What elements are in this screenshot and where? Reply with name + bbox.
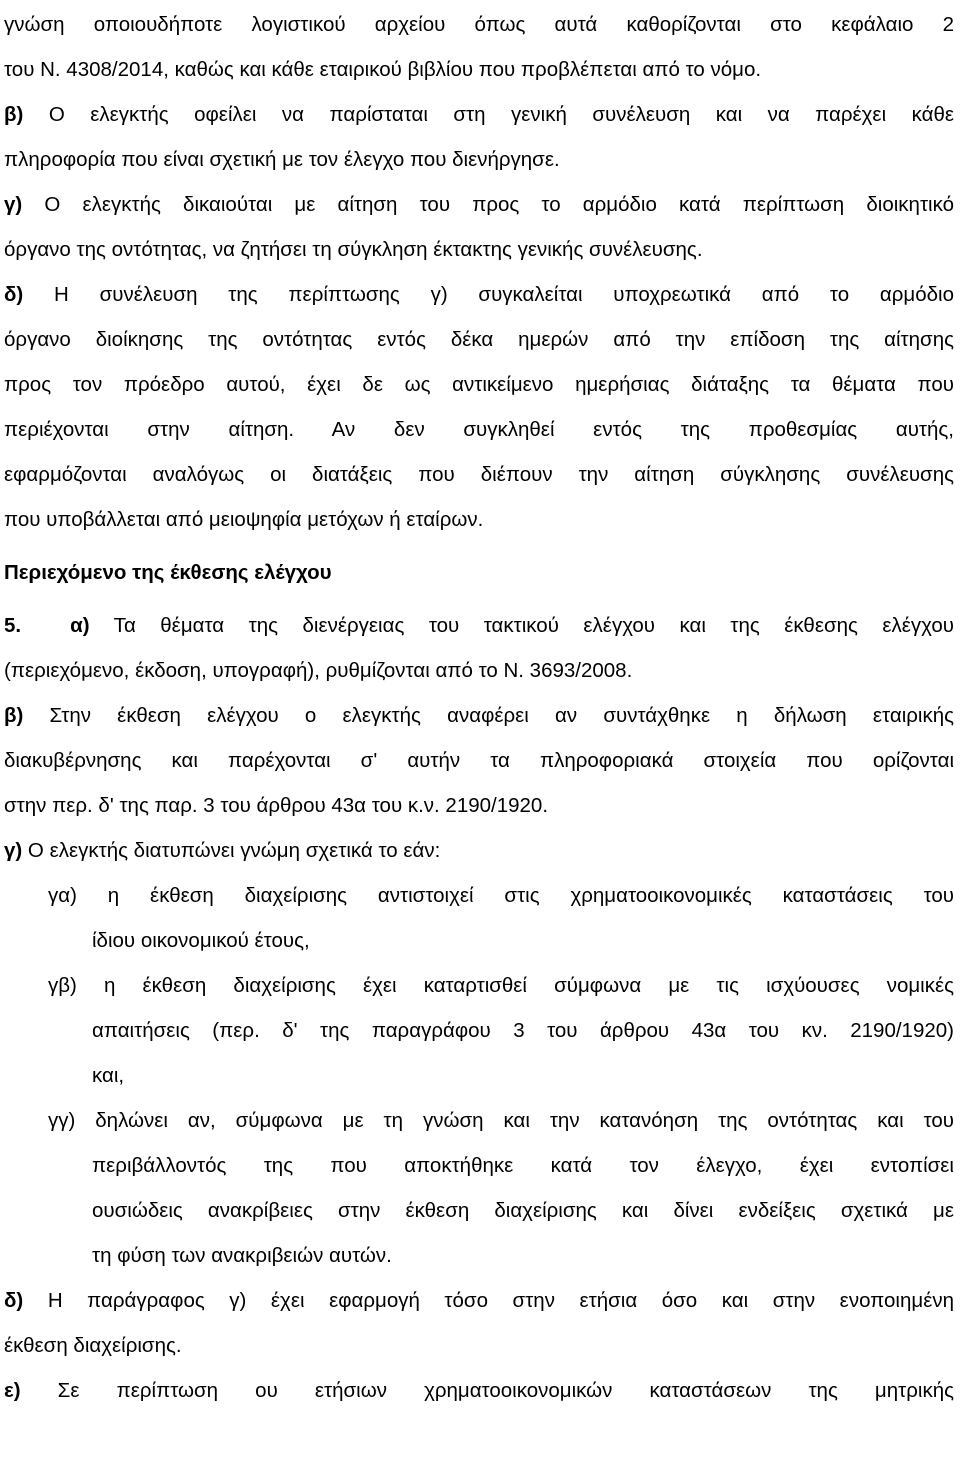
subitem-line: τη φύση των ανακριβειών αυτών. — [92, 1244, 392, 1267]
item-label: γ) — [4, 193, 23, 216]
text-line: πληροφορία που είναι σχετική με τον έλεγχο που διενήργησε. — [4, 148, 560, 171]
text-line: διακυβέρνησης και παρέχονται σ' αυτήν τα πληροφοριακά στοιχεία που ορίζονται — [4, 749, 954, 772]
text-line: στην περ. δ' της παρ. 3 του άρθρου 43α του κ.ν. 2190/1920. — [4, 794, 549, 817]
subitem-line: γα) η έκθεση διαχείρισης αντιστοιχεί στις χρηματοοικονομικές καταστάσεις του — [48, 884, 954, 907]
paragraph-5d-line — [4, 1278, 954, 1323]
text-span: Η συνέλευση της περίπτωσης γ) συγκαλείται υποχρεωτικά από το αρμόδιο — [23, 283, 954, 306]
text-span: Τα θέματα της διενέργειας του τακτικού ελέγχου και της έκθεσης ελέγχου — [89, 614, 954, 637]
paragraph-5c-line — [4, 828, 954, 873]
text-line: γνώση οποιουδήποτε λογιστικού αρχείου όπως αυτά καθορίζονται στο κεφάλαιο 2 — [4, 13, 954, 36]
text-line: προς τον πρόεδρο αυτού, έχει δε ως αντικείμενο ημερήσιας διάταξης τα θέματα που — [4, 373, 954, 396]
subitem-line: ουσιώδεις ανακρίβειες στην έκθεση διαχείρισης και δίνει ενδείξεις σχετικά με — [92, 1199, 954, 1222]
text-span: Ο ελεγκτής δικαιούται με αίτηση του προς το αρμόδιο κατά περίπτωση διοικητικό — [22, 193, 954, 216]
item-label: δ) — [4, 283, 24, 306]
subitem-line: και, — [92, 1064, 125, 1087]
item-label: α) — [70, 614, 90, 637]
text-line: περιέχονται στην αίτηση. Αν δεν συγκληθεί εντός της προθεσμίας αυτής, — [4, 418, 954, 441]
text-span: Στην έκθεση ελέγχου ο ελεγκτής αναφέρει αν συντάχθηκε η δήλωση εταιρικής — [23, 704, 954, 727]
paragraph-c-line — [4, 182, 954, 227]
subitem-line: ίδιου οικονομικού έτους, — [92, 929, 310, 952]
paragraph-5a-line — [4, 603, 954, 648]
item-label: δ) — [4, 1289, 24, 1312]
subitem-line: περιβάλλοντός της που αποκτήθηκε κατά τον έλεγχο, έχει εντοπίσει — [92, 1154, 954, 1177]
paragraph-5e-line — [4, 1368, 954, 1413]
subitem-line: γβ) η έκθεση διαχείρισης έχει καταρτισθεί σύμφωνα με τις ισχύουσες νομικές — [48, 974, 954, 997]
item-label: ε) — [4, 1379, 21, 1402]
subitem-line: απαιτήσεις (περ. δ' της παραγράφου 3 του άρθρου 43α του κν. 2190/1920) — [92, 1019, 954, 1042]
item-label: β) — [4, 704, 24, 727]
subitem-line: γγ) δηλώνει αν, σύμφωνα με τη γνώση και την κατανόηση της οντότητας και του — [48, 1109, 954, 1132]
section-heading: Περιεχόμενο της έκθεσης ελέγχου — [4, 561, 332, 584]
paragraph-5b-line — [4, 693, 954, 738]
paragraph-b-line — [4, 92, 954, 137]
text-span: Ο ελεγκτής οφείλει να παρίσταται στη γενική συνέλευση και να παρέχει κάθε — [23, 103, 954, 126]
text-line: εφαρμόζονται αναλόγως οι διατάξεις που διέπουν την αίτηση σύγκλησης συνέλευσης — [4, 463, 954, 486]
text-span: Η παράγραφος γ) έχει εφαρμογή τόσο στην ετήσια όσο και στην ενοποιημένη — [23, 1289, 954, 1312]
paragraph-d-line — [4, 272, 954, 317]
text-span: Σε περίπτωση ου ετήσιων χρηματοοικονομικών καταστάσεων της μητρικής — [20, 1379, 954, 1402]
text-line: όργανο διοίκησης της οντότητας εντός δέκα ημερών από την επίδοση της αίτησης — [4, 328, 954, 351]
text-line: (περιεχόμενο, έκδοση, υπογραφή), ρυθμίζονται από το Ν. 3693/2008. — [4, 659, 633, 682]
text-line: που υποβάλλεται από μειοψηφία μετόχων ή εταίρων. — [4, 508, 484, 531]
text-line: έκθεση διαχείρισης. — [4, 1334, 182, 1357]
item-label: β) — [4, 103, 24, 126]
text-line: του Ν. 4308/2014, καθώς και κάθε εταιρικού βιβλίου που προβλέπεται από το νόμο. — [4, 58, 762, 81]
section-number: 5. — [4, 614, 22, 637]
text-line: όργανο της οντότητας, να ζητήσει τη σύγκληση έκτακτης γενικής συνέλευσης. — [4, 238, 703, 261]
item-label: γ) — [4, 839, 23, 862]
text-span: Ο ελεγκτής διατυπώνει γνώμη σχετικά το εάν: — [22, 839, 441, 862]
